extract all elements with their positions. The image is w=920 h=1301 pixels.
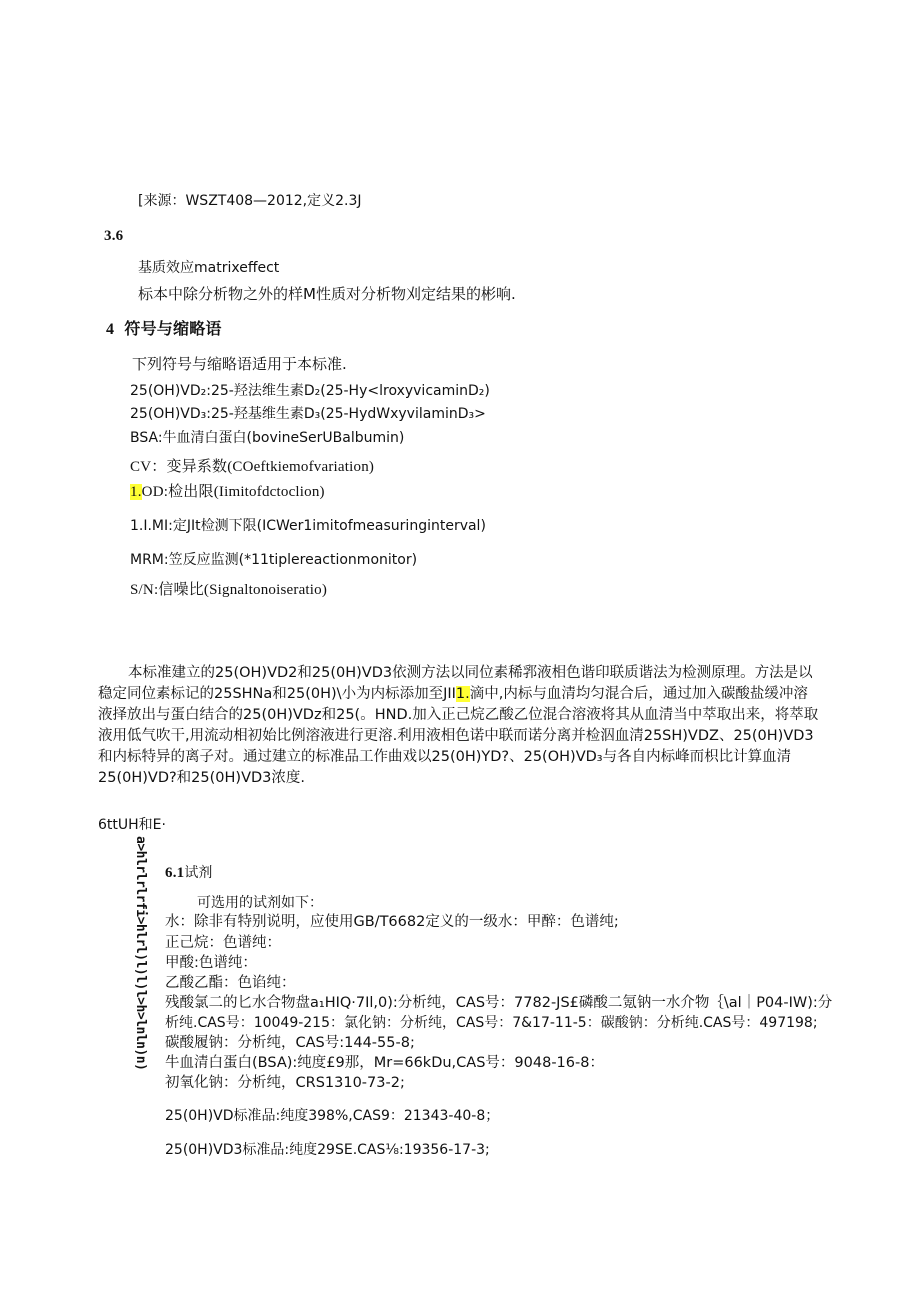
abbrev-item-lod (130, 482, 325, 502)
abbrev-item-bsa: BSA:牛血清白蛋白(bovineSerUBalbumin) (130, 430, 405, 446)
abbrev-intro: 下列符号与缩略语适用于本标准. (132, 355, 347, 373)
abbrev-item-mrm: MRM:笠反应监测(*11tiplereactionmonitor) (130, 552, 418, 568)
reagent-line: 残酸氯二的匕水合物盘a₁HIQ·7Il,0):分析纯，CAS号：7782-JS£磷酸二氪钠一水介物｛\al｜P04-IW):分 (165, 995, 833, 1011)
section-4-number: 4 (106, 321, 115, 338)
reagent-line: 初氧化钠：分析纯，CRS1310-73-2; (165, 1075, 405, 1091)
standard-25ohvd: 25(0H)VD标准品:纯度398%,CAS9：21343-40-8； (165, 1108, 500, 1124)
principle-paragraph (98, 663, 843, 789)
lod-highlight: 1. (130, 484, 142, 500)
principle-line: 和内标特异的离子对。通过建立的标准品工作曲戏以25(0H)YD?、25(OH)VD₃与各自内标峰而枳比计算血清 (98, 749, 792, 765)
section-4-title: 符号与缩略语 (124, 321, 222, 338)
term-matrix-effect: 基质效应matrixeffect (138, 260, 280, 276)
abbrev-item-25ohvd3: 25(OH)VD₃:25-羟基维生素D₃(25-HydWxyvilaminD₃> (130, 406, 486, 422)
principle-line: 液用低气吹干,用流动相初始比例溶液进行更溶.利用液相色诺中联而诺分离并检泅血清25SH)VDZ、25(0H)VD3 (98, 728, 814, 744)
margin-vertical-text (128, 836, 150, 1076)
abbrev-item-cv: CV：变异系数(COeftkiemofvariation) (130, 459, 375, 475)
reagent-line: 乙酸乙酯：色谄纯： (165, 975, 296, 991)
reagents-intro: 可选用的试剂如下： (197, 895, 323, 911)
principle-line: 本标准建立的25(OH)VD2和25(0H)VD3依测方法以同位素稀郛液相色谐印联质谐法为检测原理。方法是以 (128, 665, 813, 681)
reagent-line: 牛血清白蛋白(BSA):纯度£9那，Mr=66kDu,CAS号：9048-16-8： (165, 1055, 604, 1071)
margin-vertical-text-content: a>hlrlrlrfi>hlrl)l)l)l>h>lnln)n) (133, 836, 148, 1071)
principle-line: 稳定同位素标记的25SHNa和25(0H)\小为内标添加至JII1.滴中,内标与血清均匀混合后，通过加入碳酸盐缓冲溶 (98, 686, 808, 702)
reagent-line: 正己烷：色谱纯： (165, 935, 281, 951)
subsection-6-1 (165, 862, 212, 883)
principle-line: 25(0H)VD?和25(0H)VD3浓度. (98, 770, 305, 786)
principle-highlight: 1. (455, 686, 470, 702)
abbrev-item-sn: S/N:信噪比(Signaltonoiseratio) (130, 582, 328, 598)
standard-25ohvd3: 25(0H)VD3标准品:纯度29SE.CAS⅛:19356-17-3; (165, 1142, 490, 1158)
abbrev-item-25ohvd2: 25(OH)VD₂:25-羟法维生素D₂(25-Hy<lroxyvicaminD₂) (130, 383, 490, 399)
section-number-3-6: 3.6 (104, 228, 124, 244)
reagent-line: 甲酸:色谱纯： (165, 955, 257, 971)
abbrev-item-llmi: 1.I.MI:定JIt检测下限(ICWer1imitofmeasuringinterval) (130, 518, 486, 534)
principle-line: 液择放出与蛋白结合的25(0H)VDz和25(。HND.加入正己烷乙酸乙位混合溶液将其从血清当中萃取出来，将萃取 (98, 707, 819, 723)
lod-text: OD:检出限(Iimitofdctoclion) (141, 484, 325, 500)
source-note: [来源：WSZT408—2012,定义2.3J (138, 193, 362, 209)
subsection-6-1-title: 试剂 (184, 865, 213, 881)
section-4-heading (106, 320, 222, 340)
section-6-heading: 6ttUH和E· (98, 817, 166, 833)
reagent-line: 碳酸履钠：分析纯，CAS号:144-55-8; (165, 1035, 415, 1051)
reagent-line: 水：除非有特别说明，应使用GB/T6682定义的一级水：甲醉：色谱纯; (165, 914, 619, 930)
reagent-line: 析纯.CAS号：10049-215：氯化钠：分析纯，CAS号：7&17-11-5：碳酸钠：分析纯.CAS号：497198; (165, 1015, 818, 1031)
subsection-6-1-number: 6.1 (165, 865, 185, 881)
term-definition: 标本中除分析物之外的样M性质对分析物刈定结果的彬响. (138, 285, 516, 303)
